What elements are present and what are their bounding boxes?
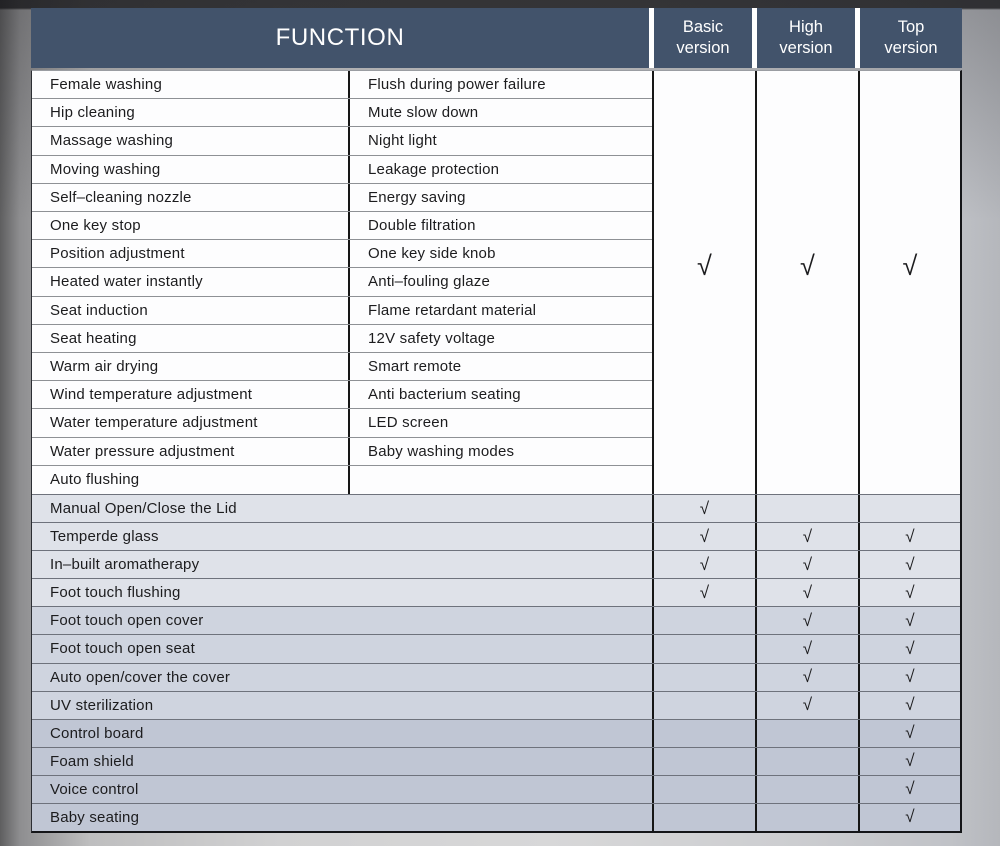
high-version-header-line2: version (779, 39, 833, 57)
high-version-header (757, 8, 855, 68)
top-check-cell: √ (858, 748, 960, 775)
high-check-cell: √ (755, 692, 858, 719)
basic-check-cell: √ (652, 579, 755, 606)
feature-label: LED screen (348, 409, 652, 436)
basic-check-cell (652, 804, 755, 831)
table-row (32, 775, 960, 803)
top-check-cell: √ (858, 720, 960, 747)
feature-label: Moving washing (50, 160, 161, 178)
feature-label: Energy saving (348, 184, 652, 211)
table-row (32, 747, 960, 775)
feature-label: Anti bacterium seating (348, 381, 652, 408)
top-check-cell: √ (858, 523, 960, 550)
feature-label: Foot touch open cover (50, 612, 204, 630)
high-check-cell: √ (755, 607, 858, 634)
basic-check-cell (652, 607, 755, 634)
feature-label: Control board (50, 724, 144, 742)
feature-label: Foot touch open seat (50, 640, 195, 658)
feature-label: Night light (348, 127, 652, 154)
feature-label (348, 466, 652, 494)
high-check-cell (755, 720, 858, 747)
feature-row (32, 438, 652, 466)
top-check-cell: √ (858, 692, 960, 719)
feature-label: Water temperature adjustment (50, 414, 258, 432)
table-row (32, 663, 960, 691)
high-check-cell: √ (755, 635, 858, 662)
feature-label: Voice control (50, 780, 139, 798)
table-row (32, 550, 960, 578)
table-row (32, 494, 960, 522)
high-check-cell (755, 748, 858, 775)
basic-version-checkmark: √ (652, 71, 755, 494)
feature-label: Anti–fouling glaze (348, 268, 652, 295)
top-check-cell: √ (858, 551, 960, 578)
feature-label: Manual Open/Close the Lid (50, 500, 237, 518)
top-check-cell: √ (858, 776, 960, 803)
feature-label: Smart remote (348, 353, 652, 380)
table-row (32, 691, 960, 719)
high-check-cell: √ (755, 579, 858, 606)
feature-row (32, 212, 652, 240)
feature-label: Wind temperature adjustment (50, 386, 253, 404)
feature-label: In–built aromatherapy (50, 556, 200, 574)
feature-row (32, 466, 652, 494)
feature-row (32, 297, 652, 325)
top-version-header-line2: version (884, 39, 938, 57)
feature-label: Mute slow down (348, 99, 652, 126)
basic-version-header (654, 8, 752, 68)
high-check-cell: √ (755, 523, 858, 550)
high-check-cell (755, 495, 858, 522)
basic-version-header-line1: Basic (682, 18, 724, 36)
feature-label: One key side knob (348, 240, 652, 267)
basic-version-header-line2: version (676, 39, 730, 57)
feature-label: Female washing (50, 76, 163, 94)
table-row (32, 522, 960, 550)
basic-check-cell (652, 692, 755, 719)
feature-label: Warm air drying (50, 358, 159, 376)
top-check-cell: √ (858, 607, 960, 634)
basic-check-cell: √ (652, 495, 755, 522)
feature-label: Flush during power failure (348, 71, 652, 98)
table-body (31, 70, 962, 833)
feature-row (32, 127, 652, 155)
feature-row (32, 156, 652, 184)
high-check-cell (755, 776, 858, 803)
feature-label: Water pressure adjustment (50, 442, 235, 460)
feature-label: Auto open/cover the cover (50, 668, 231, 686)
feature-label: Seat heating (50, 329, 137, 347)
basic-check-cell: √ (652, 523, 755, 550)
basic-check-cell (652, 748, 755, 775)
feature-row (32, 409, 652, 437)
feature-row (32, 325, 652, 353)
table-row (32, 803, 960, 831)
feature-label: One key stop (50, 217, 141, 235)
feature-label: Auto flushing (50, 471, 140, 489)
top-check-cell: √ (858, 804, 960, 831)
high-check-cell: √ (755, 664, 858, 691)
feature-label: Self–cleaning nozzle (50, 188, 192, 206)
feature-row (32, 268, 652, 296)
table-header-row (31, 8, 962, 68)
high-check-cell: √ (755, 551, 858, 578)
basic-check-cell (652, 720, 755, 747)
basic-check-cell (652, 664, 755, 691)
feature-label: Foam shield (50, 752, 134, 770)
high-check-cell (755, 804, 858, 831)
feature-label: Position adjustment (50, 245, 185, 263)
feature-label: Hip cleaning (50, 104, 135, 122)
basic-check-cell: √ (652, 551, 755, 578)
feature-label: 12V safety voltage (348, 325, 652, 352)
feature-label: Heated water instantly (50, 273, 203, 291)
top-version-header (860, 8, 962, 68)
table-row (32, 578, 960, 606)
table-row (32, 606, 960, 634)
feature-row (32, 353, 652, 381)
top-check-cell: √ (858, 664, 960, 691)
feature-row (32, 99, 652, 127)
feature-row (32, 71, 652, 99)
top-version-header-line1: Top (897, 18, 925, 36)
high-version-header-line1: High (789, 18, 823, 36)
common-features-section (32, 71, 960, 494)
feature-label: Seat induction (50, 301, 148, 319)
feature-row (32, 381, 652, 409)
basic-check-cell (652, 635, 755, 662)
basic-check-cell (652, 776, 755, 803)
feature-label: Baby seating (50, 808, 140, 826)
function-header: FUNCTION (31, 8, 649, 68)
feature-label: Leakage protection (348, 156, 652, 183)
feature-label: Foot touch flushing (50, 584, 181, 602)
feature-label: Massage washing (50, 132, 174, 150)
comparison-table (31, 8, 962, 833)
feature-row (32, 184, 652, 212)
differentiated-features-section (32, 494, 960, 831)
feature-row (32, 240, 652, 268)
feature-label: UV sterilization (50, 696, 154, 714)
top-version-checkmark: √ (858, 71, 960, 494)
top-check-cell: √ (858, 579, 960, 606)
feature-list (32, 71, 652, 494)
top-check-cell (858, 495, 960, 522)
high-version-checkmark: √ (755, 71, 858, 494)
feature-label: Temperde glass (50, 528, 159, 546)
table-row (32, 719, 960, 747)
feature-label: Double filtration (348, 212, 652, 239)
feature-label: Baby washing modes (348, 438, 652, 465)
feature-label: Flame retardant material (348, 297, 652, 324)
top-check-cell: √ (858, 635, 960, 662)
table-row (32, 634, 960, 662)
